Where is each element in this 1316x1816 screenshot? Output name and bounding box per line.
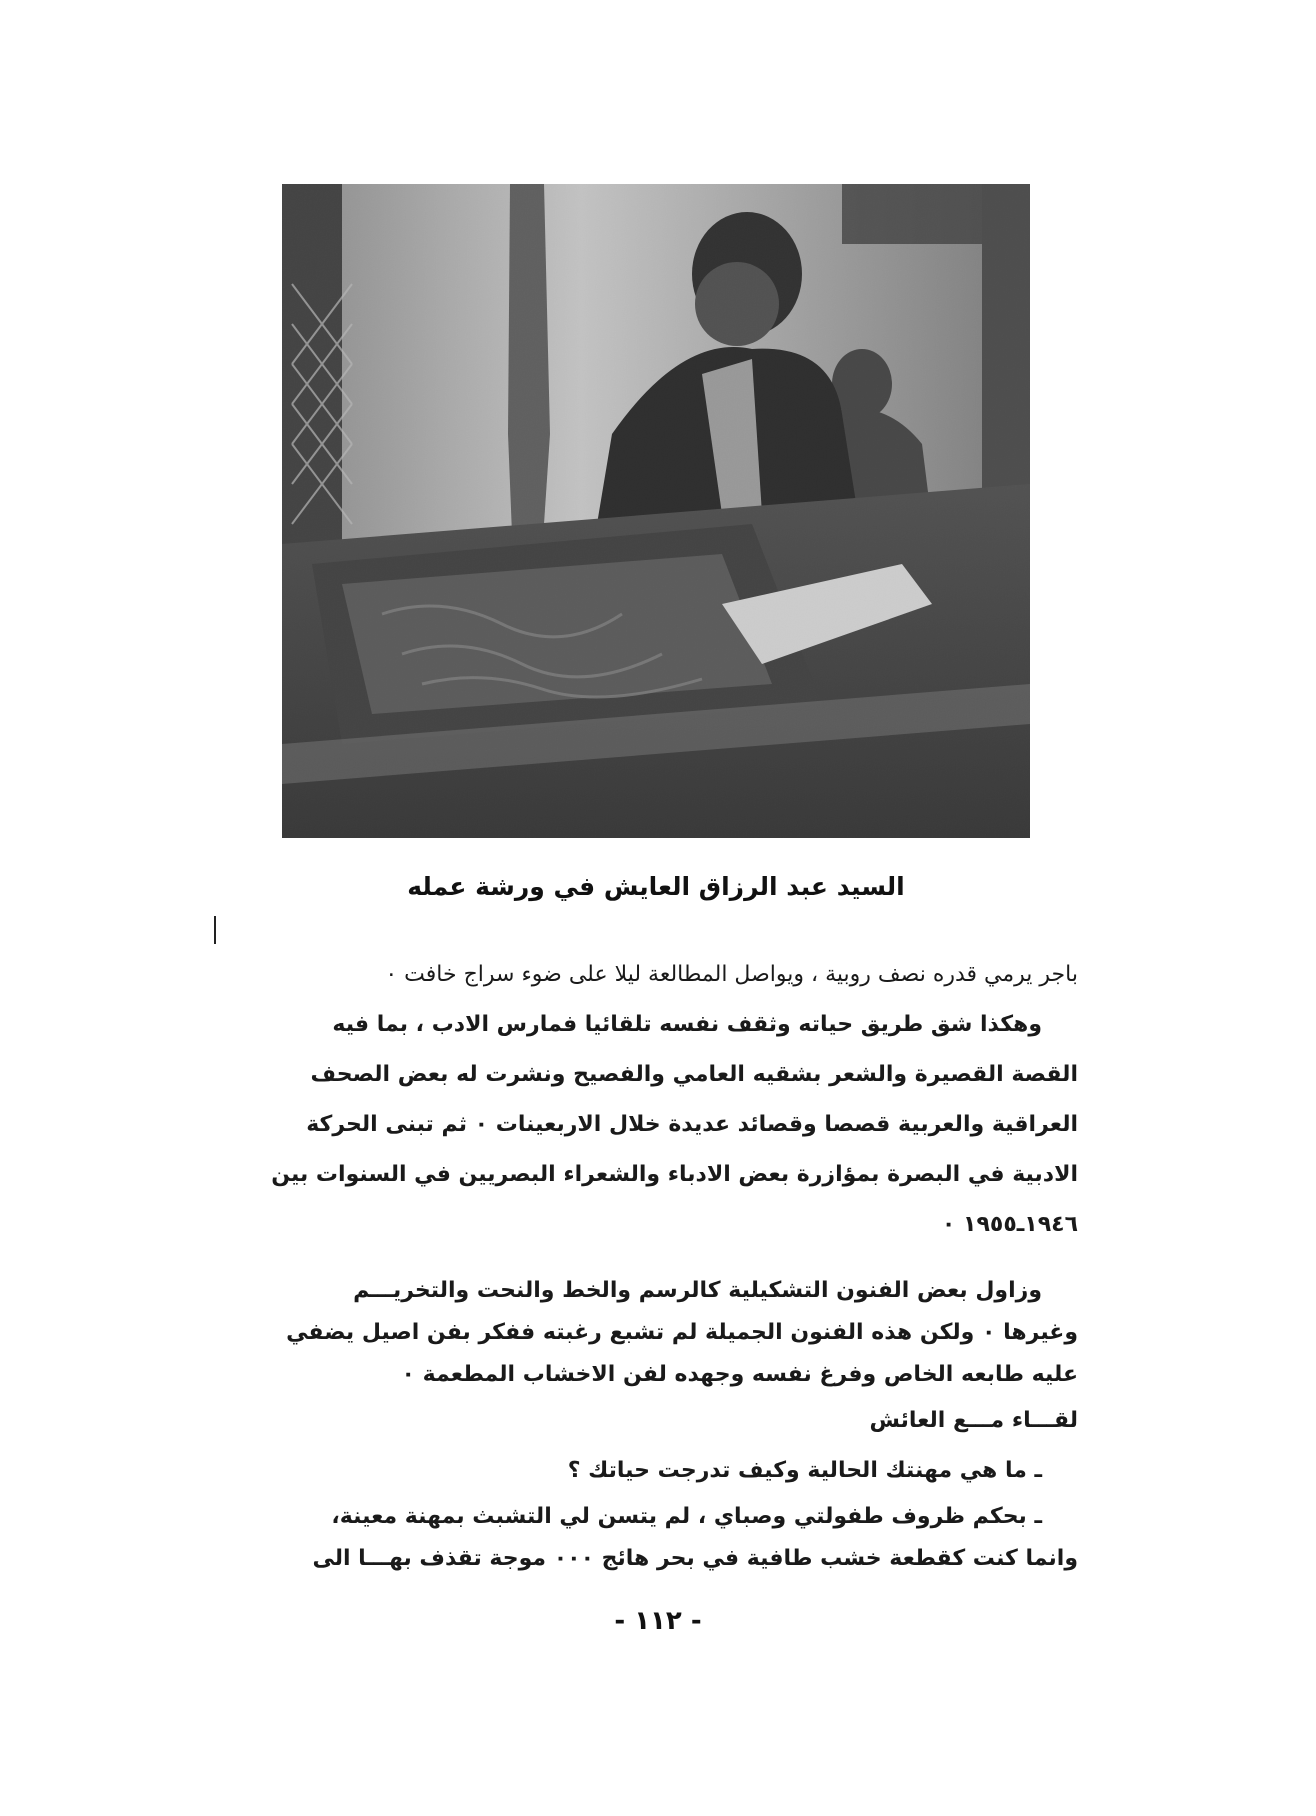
body-line: الادبية في البصرة بمؤازرة بعض الادباء والشعراء البصريين في السنوات بين	[271, 1162, 1078, 1187]
photograph-image	[282, 184, 1030, 838]
body-line: وزاول بعض الفنون التشكيلية كالرسم والخط والنحت والتخريـــم	[353, 1278, 1042, 1303]
section-heading: لقـــاء مـــع العائش	[869, 1408, 1078, 1433]
body-line: العراقية والعربية قصصا وقصائد عديدة خلال الاربعينات ٠ ثم تبنى الحركة	[306, 1112, 1078, 1137]
body-line: وغيرها ٠ ولكن هذه الفنون الجميلة لم تشبع رغبته ففكر بفن اصيل يضفي	[286, 1320, 1078, 1345]
page-number: - ١١٢ -	[614, 1606, 702, 1636]
body-line: عليه طابعه الخاص وفرغ نفسه وجهده لفن الاخشاب المطعمة ٠	[401, 1362, 1078, 1387]
interview-question: ـ ما هي مهنتك الحالية وكيف تدرجت حياتك ؟	[567, 1458, 1042, 1483]
body-line: ١٩٤٦ـ١٩٥٥ ٠	[941, 1212, 1078, 1237]
article-body	[206, 950, 1078, 1580]
body-line: القصة القصيرة والشعر بشقيه العامي والفصيح ونشرت له بعض الصحف	[310, 1062, 1078, 1087]
body-line: باجر يرمي قدره نصف روبية ، ويواصل المطالعة ليلا على ضوء سراج خافت ٠	[385, 962, 1078, 987]
body-line: وهكذا شق طريق حياته وثقف نفسه تلقائيا فمارس الادب ، بما فيه	[332, 1012, 1042, 1037]
interview-answer: ـ بحكم ظروف طفولتي وصباي ، لم يتسن لي التشبث بمهنة معينة،	[331, 1504, 1042, 1529]
workshop-photograph	[282, 184, 1030, 838]
photo-caption: السيد عبد الرزاق العايش في ورشة عمله	[407, 872, 905, 901]
margin-mark	[214, 916, 216, 944]
interview-answer: وانما كنت كقطعة خشب طافية في بحر هائج ٠٠٠ موجة تقذف بهـــا الى	[312, 1546, 1078, 1571]
